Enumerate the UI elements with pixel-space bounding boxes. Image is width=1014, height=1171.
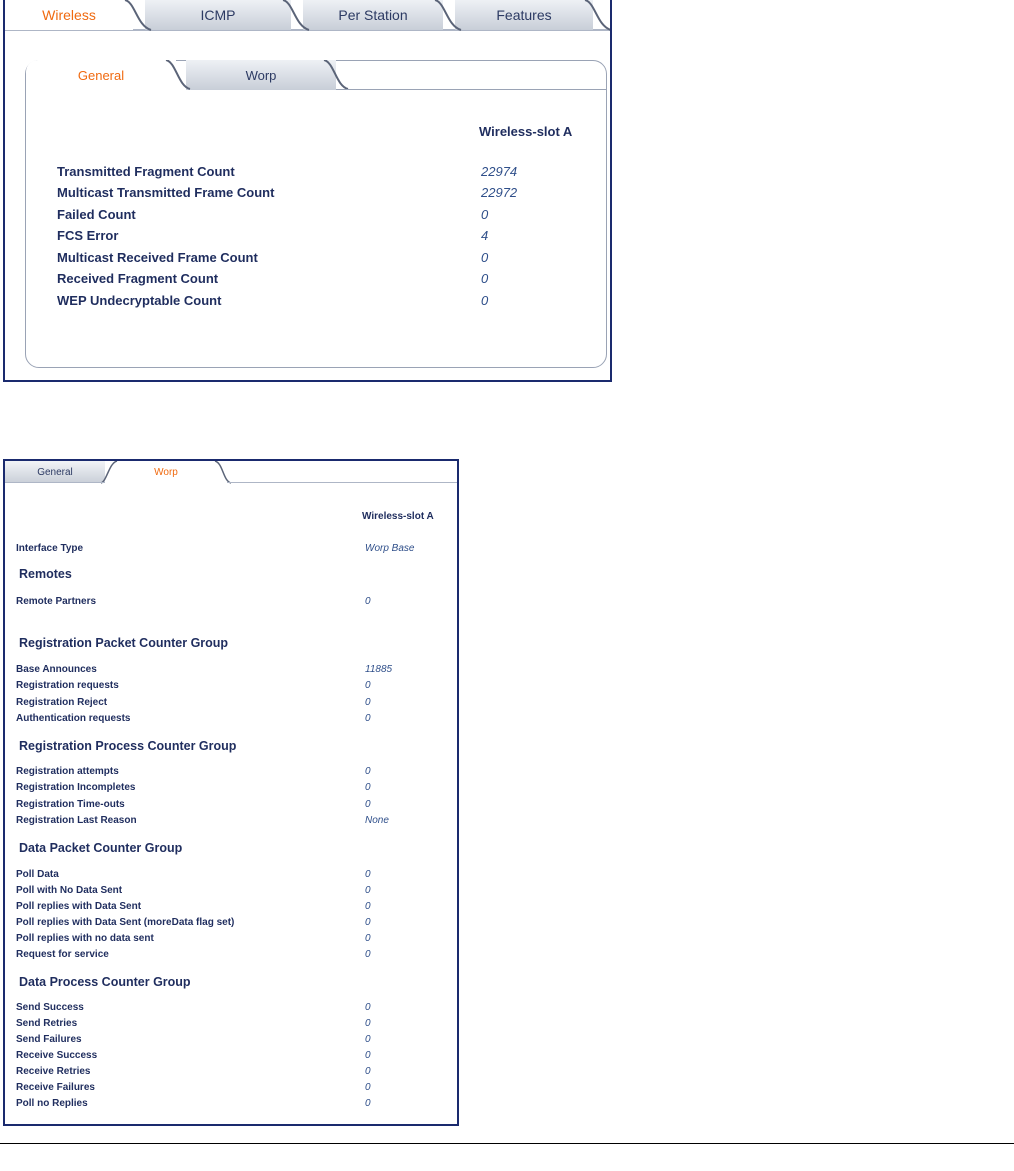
stat-row [16,1050,456,1066]
tab-bar-divider [227,482,457,483]
stat-value: 0 [481,293,489,308]
stat-value: 0 [365,596,371,607]
stat-row [16,697,456,713]
stat-label: Registration Reject [16,697,108,708]
stat-value: 0 [365,713,371,724]
tab-curve-icon [123,0,153,31]
stat-label: Request for service [16,949,109,960]
subtab-curve-icon [164,60,192,90]
stat-value: 0 [365,917,371,928]
stat-value: 0 [365,680,371,691]
stat-label: Poll no Replies [16,1098,88,1109]
tab-general-label: General [37,466,73,478]
stat-value: Worp Base [365,543,415,554]
stat-label: Received Fragment Count [57,271,219,286]
stat-row [16,917,456,933]
stat-label: Poll replies with Data Sent [16,901,142,912]
stat-value: 22974 [481,164,518,179]
stat-label: Registration requests [16,680,119,691]
tab-icmp[interactable] [145,0,291,30]
stat-row [16,901,456,917]
stat-row [16,949,456,965]
stat-label: Registration Time-outs [16,799,125,810]
subtab-worp-label: Worp [245,67,277,83]
tab-per-station[interactable] [303,0,443,30]
stat-value: 0 [481,271,489,286]
stat-row [16,543,456,559]
tab-per-station-label: Per Station [338,7,408,23]
stat-row [16,933,456,949]
group-title: Registration Packet Counter Group [19,636,229,650]
stat-row [16,1082,456,1098]
stat-row [16,713,456,729]
tab-curve-icon [213,461,233,484]
stat-row [16,596,456,612]
footer-divider [0,1143,1014,1144]
stat-row [16,664,456,680]
stat-row [16,885,456,901]
stat-value: 0 [365,1098,371,1109]
stat-value: 11885 [365,664,393,675]
stat-row [57,250,597,270]
subtab-worp[interactable] [186,60,336,90]
group-title: Data Packet Counter Group [19,841,183,855]
subtab-general[interactable] [26,60,176,90]
tab-curve-icon [583,0,612,31]
stat-value: 0 [365,1018,371,1029]
stat-value: 0 [365,885,371,896]
stat-value: 0 [365,1066,371,1077]
stat-value: 0 [365,799,371,810]
stat-value: 0 [365,1034,371,1045]
stat-value: 0 [365,766,371,777]
stat-label: Multicast Received Frame Count [57,250,258,265]
tab-worp-label: Worp [154,466,178,478]
stat-label: Base Announces [16,664,97,675]
tab-wireless-label: Wireless [42,7,96,23]
stat-label: FCS Error [57,228,119,243]
stat-value: 0 [365,782,371,793]
stat-label: Poll replies with no data sent [16,933,154,944]
tab-wireless[interactable] [5,0,133,30]
tab-curve-icon [433,0,463,31]
stat-row [16,1018,456,1034]
tab-bar-divider [5,482,105,483]
stat-label: Send Retries [16,1018,78,1029]
subtab-divider [336,89,606,90]
stat-label: Poll replies with Data Sent (moreData flag set) [16,917,235,928]
stat-label: WEP Undecryptable Count [57,293,222,308]
stat-row [57,164,597,184]
stat-row [16,766,456,782]
stat-label: Send Failures [16,1034,82,1045]
stat-value: 0 [481,250,489,265]
column-header-slot-a: Wireless-slot A [479,124,573,139]
tab-general[interactable] [5,461,105,483]
stat-row [57,228,597,248]
stat-label: Poll Data [16,869,59,880]
subtab-curve-icon [322,60,350,90]
tab-icmp-label: ICMP [200,7,236,23]
stat-value: 0 [481,207,489,222]
stat-label: Poll with No Data Sent [16,885,123,896]
stat-row [57,271,597,291]
worp-stats-panel [3,459,459,1126]
stat-label: Registration Last Reason [16,815,137,826]
stat-value: 0 [365,1002,371,1013]
stat-row [16,1002,456,1018]
stat-value: 22972 [481,185,518,200]
main-tab-bar [5,0,610,30]
stat-row [16,815,456,831]
tab-curve-icon [281,0,311,31]
stat-label: Failed Count [57,207,136,222]
stat-row [16,782,456,798]
stat-value: 0 [365,949,371,960]
stat-label: Transmitted Fragment Count [57,164,235,179]
stat-label: Interface Type [16,543,84,554]
stat-value: 0 [365,1082,371,1093]
group-title: Remotes [19,567,72,581]
stat-label: Receive Failures [16,1082,95,1093]
stat-row [57,207,597,227]
stat-value: 0 [365,933,371,944]
column-header-slot-a: Wireless-slot A [362,511,434,522]
stat-row [16,1034,456,1050]
stat-value: 0 [365,901,371,912]
stat-row [16,1098,456,1114]
tab-curve-icon [99,461,119,484]
stat-row [57,185,597,205]
stat-value: 0 [365,697,371,708]
stat-label: Registration Incompletes [16,782,136,793]
stat-label: Remote Partners [16,596,97,607]
stat-row [16,1066,456,1082]
stat-row [57,293,597,313]
stat-value: 4 [481,228,489,243]
stat-value: 0 [365,869,371,880]
stat-label: Multicast Transmitted Frame Count [57,185,275,200]
wireless-stats-panel [3,0,612,382]
stat-label: Registration attempts [16,766,119,777]
stat-label: Receive Retries [16,1066,91,1077]
tab-features[interactable] [455,0,593,30]
stat-label: Send Success [16,1002,84,1013]
tab-worp[interactable] [111,461,221,483]
group-title: Data Process Counter Group [19,975,191,989]
stat-row [16,869,456,885]
stat-label: Authentication requests [16,713,131,724]
stat-row [16,680,456,696]
stat-value: 0 [365,1050,371,1061]
stat-row [16,799,456,815]
stat-label: Receive Success [16,1050,98,1061]
stat-value: None [365,815,389,826]
subtab-general-label: General [77,67,125,83]
group-title: Registration Process Counter Group [19,739,237,753]
tab-features-label: Features [496,7,552,23]
